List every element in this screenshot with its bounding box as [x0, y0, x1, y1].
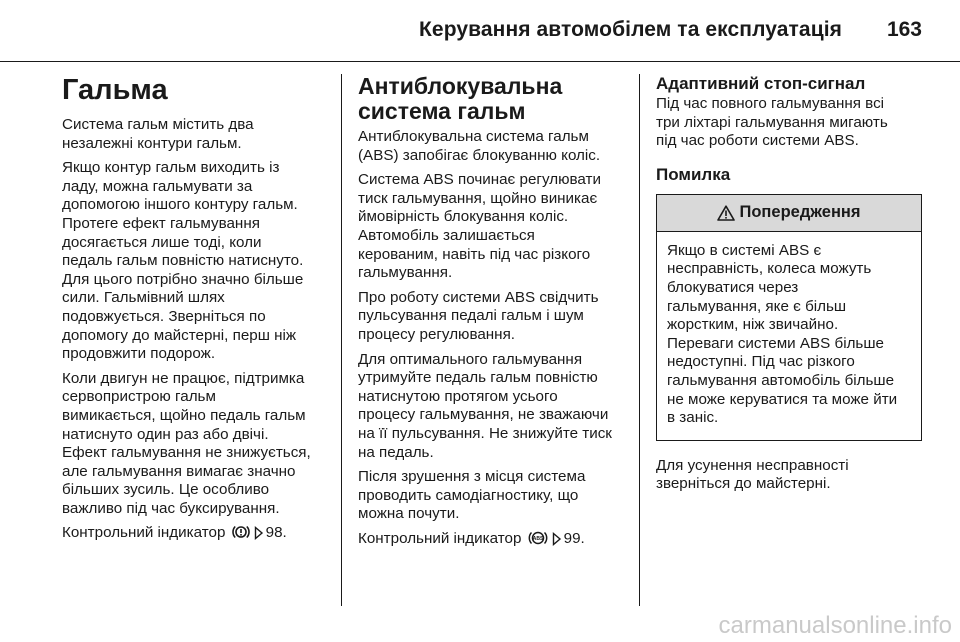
abs-paragraph-2: Система ABS починає регулювати тиск гальмування, щойно виникає ймовірність блокування коліс. Автомобіль залишається керованим, навіть під час різкого гальмування.: [358, 171, 601, 282]
abs-indicator-reference[interactable]: [358, 530, 626, 552]
warning-box: [656, 194, 922, 441]
warning-triangle-icon: [717, 205, 735, 221]
brakes-paragraph-3: Коли двигун не працює, підтримка сервопристрою гальм вимикається, щойно педаль гальм натиснуто один раз або двічі. Ефект гальмування не знижується, але гальмування вимагає значно більших зусиль. Це особливо важливо під час буксирування.: [62, 369, 311, 517]
abs-paragraph-4: Для оптимального гальмування утримуйте педаль гальм повністю натиснутою протягом усього процесу гальмування, не зважаючи на її пульсування. Не знижуйте тиск на педаль.: [358, 350, 612, 461]
watermark: carmanualsonline.info: [718, 612, 952, 639]
abs-heading-line-1: Антиблокувальна: [358, 73, 563, 99]
column-abs: [358, 74, 626, 557]
page-header: [0, 0, 960, 62]
adaptive-brake-light-intro: Під час повного гальмування всі три ліхтарі гальмування мигають під час роботи системи ABS.: [656, 95, 888, 150]
brakes-paragraph-1: Система гальм містить два незалежні контури гальм.: [62, 116, 254, 152]
brakes-paragraph-2: Якщо контур гальм виходить із ладу, можна гальмувати за допомогою іншого контуру гальм. Протеге ефект гальмування досягається лише тоді, коли педаль гальм повністю натиснуто. Для цього потрібно значно більше сили. Гальмівний шлях подовжується. Зверніться по допомогу до майстерні, перш ніж продовжити подорож.: [62, 159, 304, 363]
column-divider-1: [341, 74, 342, 606]
abs-paragraph-3: Про роботу системи ABS свідчить пульсування педалі гальм і шум процесу регулювання.: [358, 288, 599, 343]
warning-body: Якщо в системі ABS є несправність, колеса можуть блокуватися через гальмування, яке є більш жорстким, ніж звичайно. Переваги системи ABS більше недоступні. Під час різкого гальмування автомобіль більше не може керуватися та може йти в заніс.: [667, 241, 898, 427]
column-brakes: [62, 74, 330, 552]
abs-indicator-text: Контрольний індикатор: [358, 529, 522, 547]
fault-footer-text: Для усунення несправності зверніться до майстерні.: [656, 456, 849, 493]
abs-heading: [358, 74, 626, 124]
brakes-heading: Гальма: [62, 74, 168, 106]
warning-title: Попередження: [739, 203, 861, 222]
abs-paragraph-5: Після зрушення з місця система проводить самодіагностику, що можна почути.: [358, 468, 586, 523]
brake-warning-icon: [232, 524, 250, 546]
abs-indicator-page: 99.: [563, 529, 585, 547]
header-rule: [0, 61, 960, 62]
svg-text:ABS: ABS: [532, 535, 543, 542]
adaptive-brake-light-heading: Адаптивний стоп-сигнал: [656, 74, 866, 93]
brakes-indicator-text: Контрольний індикатор: [62, 524, 226, 542]
column-divider-2: [639, 74, 640, 606]
warning-box-header: [657, 195, 921, 232]
abs-warning-icon: [528, 530, 548, 552]
abs-paragraph-1: Антиблокувальна система гальм (ABS) запобігає блокуванню коліс.: [358, 128, 601, 164]
fault-subheading: Помилка: [656, 164, 731, 184]
page-number: 163: [886, 18, 922, 41]
brakes-indicator-reference[interactable]: [62, 524, 330, 546]
header-title: Керування автомобілем та експлуатація: [419, 18, 842, 41]
brakes-indicator-page: 98.: [265, 524, 287, 542]
page-reference-arrow-icon: [552, 532, 562, 552]
page-reference-arrow-icon: [254, 526, 264, 546]
column-adaptive-brake-light: [656, 74, 922, 500]
abs-heading-line-2: система гальм: [358, 98, 526, 124]
